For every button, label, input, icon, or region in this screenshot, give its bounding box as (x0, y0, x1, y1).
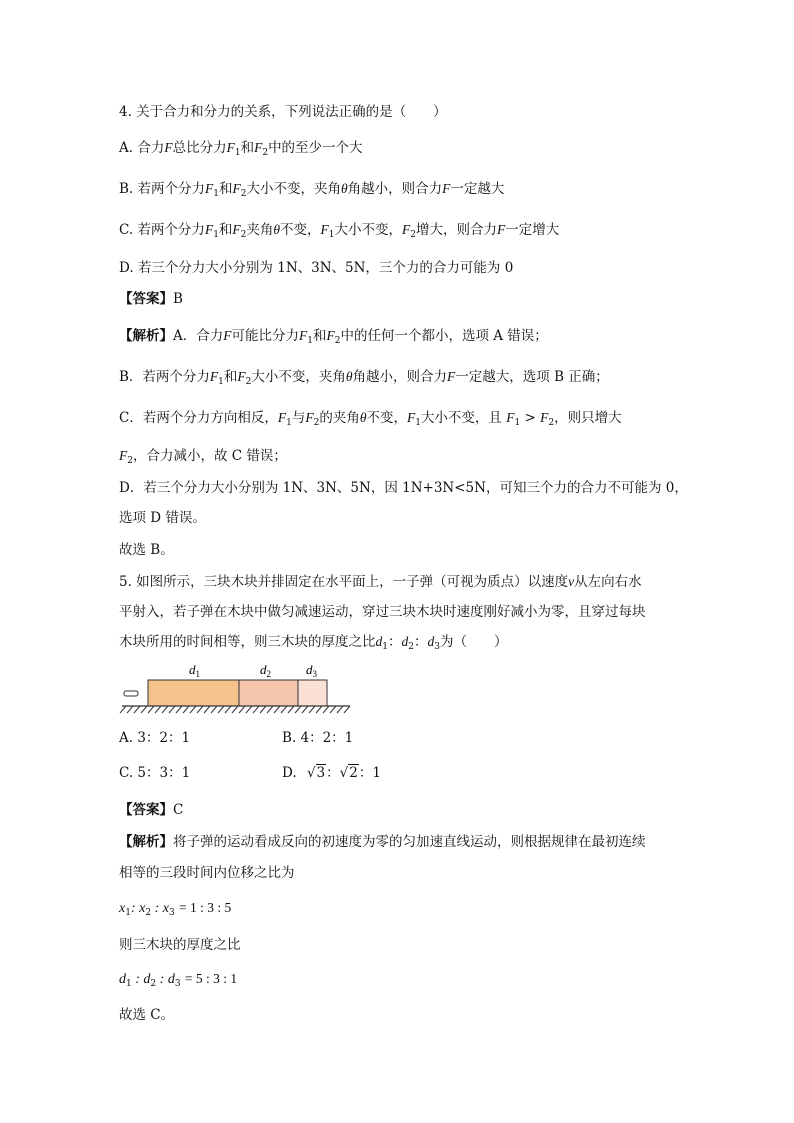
text: 不变， (366, 410, 407, 426)
hatch-mark (148, 706, 154, 713)
option-label: D. (282, 765, 297, 781)
subscript: 3 (174, 979, 181, 989)
subscript: 1 (125, 908, 131, 918)
label-d3: $d_3$ (306, 662, 317, 679)
hatch-mark (218, 706, 224, 713)
text: 为（ ） (439, 634, 508, 650)
hatch-mark (337, 706, 343, 713)
label-d1: $d_1$ (189, 662, 200, 679)
subscript: 2 (240, 230, 247, 240)
equation-rhs: = 1 : 3 : 5 (179, 900, 232, 915)
symbol-F1: F (205, 181, 214, 196)
block-1 (148, 680, 239, 706)
q4-analysis-c (119, 409, 622, 427)
hatch-mark (120, 706, 126, 713)
symbol-d: d (401, 634, 409, 649)
text: 和 (218, 222, 233, 238)
text: 大小不变， (334, 222, 403, 238)
hatch-mark (246, 706, 252, 713)
hatch-mark (211, 706, 217, 713)
symbol-F2: F (326, 328, 335, 343)
symbol-F1: F (506, 410, 515, 425)
separator: ： (413, 634, 428, 650)
q4-analysis-a (119, 327, 548, 345)
symbol-theta: θ (359, 410, 367, 425)
greater-than: > (524, 410, 536, 426)
symbol-d: d (167, 972, 175, 987)
subscript: 2 (410, 230, 417, 240)
subscript: 1 (213, 230, 219, 240)
text: 木块所用的时间相等，则三木块的厚度之比 (119, 634, 376, 650)
symbol-F2: F (232, 181, 241, 196)
hatch-mark (316, 706, 322, 713)
label-d2: $d_2$ (260, 662, 271, 679)
text: 角越小，则合力 (352, 369, 448, 385)
q5-option-b[interactable]: B. 4：2：1 (282, 730, 354, 746)
analysis-tag: 【解析】 (119, 834, 173, 850)
symbol-F: F (164, 140, 173, 155)
subscript: 3 (434, 642, 440, 652)
symbol-F1: F (204, 222, 214, 237)
q4-stem: 4. 关于合力和分力的关系，下列说法正确的是（ ） (119, 104, 447, 120)
symbol-F1: F (277, 410, 287, 425)
text: B．若两个分力 (119, 369, 210, 385)
hatch-mark (176, 706, 182, 713)
q5-stem-line2: 平射入，若子弹在木块中做匀减速运动，穿过三块木块时速度刚好减小为零，且穿过每块 (119, 604, 646, 620)
subscript: 3 (168, 908, 175, 918)
symbol-theta: θ (345, 369, 353, 384)
option-label: A. (119, 140, 134, 156)
answer-tag: 【答案】 (119, 802, 173, 818)
separator: ： (387, 634, 402, 650)
q5-option-a[interactable]: A. 3：2：1 (119, 730, 191, 746)
symbol-d: d (375, 634, 383, 649)
text: 从左向右水 (574, 574, 642, 590)
text: C．若两个分力方向相反， (119, 410, 278, 426)
symbol-d: d (427, 634, 435, 649)
subscript: 1 (382, 642, 388, 652)
subscript: 1 (415, 418, 421, 428)
text: 一定越大，选项 B 正确； (455, 369, 609, 385)
q4-option-b[interactable] (119, 180, 504, 198)
text: 中的任何一个都小，选项 A 错误； (340, 328, 548, 344)
symbol-F: F (442, 181, 451, 196)
hatch-mark (169, 706, 175, 713)
subscript: 1 (218, 377, 224, 387)
text: ，合力减小，故 C 错误； (132, 448, 287, 464)
symbol-d: d (119, 972, 126, 987)
q5-conclusion: 故选 C。 (119, 1007, 175, 1023)
q5-answer (119, 801, 183, 819)
text: 与 (291, 410, 306, 426)
hatch-mark (232, 706, 238, 713)
symbol-F2: F (305, 410, 314, 425)
q4-analysis-d: D．若三个分力大小分别为 1N、3N、5N，因 1N+3N<5N，可知三个力的合力不可能为 0， (119, 480, 688, 496)
symbol-F1: F (320, 222, 329, 237)
symbol-F1: F (299, 328, 308, 343)
hatch-mark (239, 706, 245, 713)
q5-options-row2 (119, 764, 519, 784)
text: 总比分力 (172, 140, 227, 156)
q5-stem-line1 (119, 573, 642, 591)
text: 不变， (280, 222, 321, 238)
hatch-mark (197, 706, 203, 713)
subscript: 1 (307, 336, 313, 346)
q4-analysis-c-cont (119, 447, 287, 465)
hatch-mark (162, 706, 168, 713)
q5-options-row1 (119, 729, 519, 747)
ground-hatch (120, 706, 350, 713)
q5-analysis-line2: 相等的三段时间内位移之比为 (119, 865, 295, 881)
hatch-mark (274, 706, 280, 713)
symbol-F: F (223, 328, 232, 343)
answer-tag: 【答案】 (119, 291, 173, 307)
subscript: 2 (245, 377, 252, 387)
hatch-mark (330, 706, 336, 713)
q4-analysis-b (119, 368, 609, 386)
hatch-mark (260, 706, 266, 713)
text: 一定越大 (450, 181, 505, 197)
symbol-x: x (119, 901, 126, 916)
symbol-x: x (162, 901, 169, 916)
text: 夹角 (246, 222, 274, 238)
text: 和 (240, 140, 255, 156)
subscript: 2 (145, 908, 152, 918)
text: A．合力 (173, 328, 224, 344)
q5-option-c[interactable]: C. 5：3：1 (119, 765, 191, 781)
sqrt-3: √3 (306, 765, 326, 781)
text: 合力 (137, 140, 165, 156)
answer-value: C (173, 802, 184, 818)
subscript: 2 (240, 189, 247, 199)
q4-conclusion: 故选 B。 (119, 542, 174, 558)
subscript: 1 (234, 148, 241, 158)
q4-analysis-d-cont: 选项 D 错误。 (119, 510, 206, 526)
symbol-x: x (139, 901, 146, 916)
text: 增大，则合力 (416, 222, 498, 238)
block-3 (298, 680, 327, 706)
text: 中的至少一个大 (268, 140, 363, 156)
symbol-theta: θ (340, 181, 348, 196)
block-2 (239, 680, 298, 706)
symbol-theta: θ (273, 222, 281, 237)
subscript: 2 (262, 148, 269, 158)
q5-equation-d: $d_1$ : $d_2$ : $d_3 = 5$ : 3 : 1 (119, 971, 238, 989)
text: ：1 (358, 765, 381, 781)
sqrt-2: √2 (339, 765, 358, 781)
q5-option-d[interactable] (282, 764, 381, 782)
subscript: 1 (213, 189, 219, 199)
subscript: 1 (328, 230, 335, 240)
separator: ： (326, 765, 340, 781)
symbol-F1: F (406, 410, 416, 425)
hatch-mark (155, 706, 161, 713)
hatch-mark (141, 706, 147, 713)
equation-rhs: = 5 : 3 : 1 (184, 971, 238, 986)
symbol-F2: F (237, 369, 246, 384)
hatch-mark (253, 706, 259, 713)
subscript: 1 (286, 418, 292, 428)
hatch-mark (295, 706, 301, 713)
analysis-tag: 【解析】 (119, 328, 173, 344)
text: 和 (219, 181, 233, 197)
hatch-mark (267, 706, 273, 713)
subscript: 1 (126, 979, 132, 989)
subscript: 2 (408, 642, 414, 652)
subscript: 2 (150, 979, 157, 989)
subscript: 2 (313, 418, 320, 428)
option-label: D. (119, 260, 134, 276)
q4-option-c[interactable] (119, 221, 559, 239)
hatch-mark (344, 706, 350, 713)
symbol-F2: F (119, 448, 128, 463)
text: 5. 如图所示，三块木块并排固定在水平面上，一子弹（可视为质点）以速度 (119, 574, 569, 590)
hatch-mark (281, 706, 287, 713)
symbol-F1: F (226, 140, 235, 155)
symbol-F2: F (232, 222, 241, 237)
option-label: B. (119, 181, 134, 197)
symbol-F2: F (540, 410, 549, 425)
subscript: 2 (334, 336, 341, 346)
hatch-mark (204, 706, 210, 713)
hatch-mark (127, 706, 133, 713)
q4-option-a[interactable] (119, 139, 363, 157)
text: 若三个分力大小分别为 1N、3N、5N，三个力的合力可能为 0 (137, 260, 514, 276)
symbol-F: F (447, 369, 456, 384)
text: 大小不变，夹角 (246, 181, 341, 197)
text: 大小不变，且 (420, 410, 502, 426)
symbol-F2: F (402, 222, 411, 237)
hatch-mark (190, 706, 196, 713)
hatch-mark (309, 706, 315, 713)
hatch-mark (183, 706, 189, 713)
text: 和 (312, 328, 327, 344)
text: 大小不变，夹角 (251, 369, 346, 385)
hatch-mark (323, 706, 329, 713)
symbol-F1: F (209, 369, 219, 384)
q5-analysis-line1 (119, 833, 646, 851)
subscript: 2 (548, 418, 555, 428)
text: 可能比分力 (231, 328, 299, 344)
symbol-d: d (143, 972, 151, 987)
text: 若两个分力 (137, 222, 205, 238)
bullet (124, 691, 138, 696)
subscript: 2 (127, 456, 133, 466)
q4-option-d[interactable] (119, 259, 513, 277)
symbol-v: v (568, 574, 575, 589)
text: 的夹角 (319, 410, 360, 426)
q4-answer (119, 290, 183, 308)
text: 将子弹的运动看成反向的初速度为零的匀加速直线运动，则根据规律在最初连续 (173, 834, 646, 850)
wooden-blocks-figure (118, 658, 358, 718)
symbol-F2: F (254, 140, 263, 155)
text: 角越小，则合力 (347, 181, 443, 197)
option-label: C. (119, 222, 134, 238)
hatch-mark (288, 706, 294, 713)
q5-stem-line3 (119, 633, 507, 651)
text: 若两个分力 (137, 181, 206, 197)
text: 一定增大 (505, 222, 560, 238)
subscript: 1 (514, 418, 521, 428)
hatch-mark (225, 706, 231, 713)
answer-value: B (173, 291, 183, 307)
q5-equation-x: $x_1$: $x_2$ : $x_3 = 1$ : 3 : 5 (119, 900, 232, 918)
hatch-mark (302, 706, 308, 713)
symbol-F: F (497, 222, 506, 237)
q5-analysis-line3: 则三木块的厚度之比 (119, 937, 241, 953)
text: 和 (223, 369, 238, 385)
text: ，则只增大 (554, 410, 622, 426)
hatch-mark (134, 706, 140, 713)
